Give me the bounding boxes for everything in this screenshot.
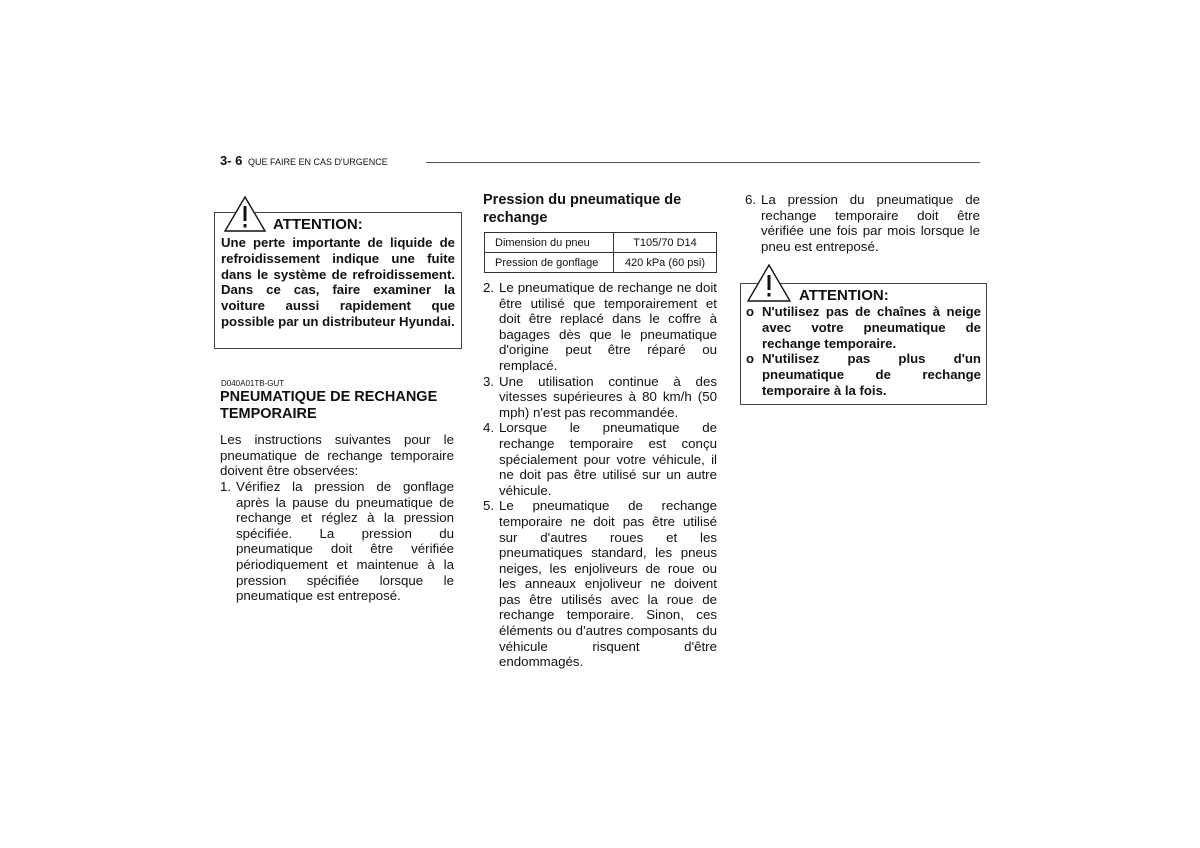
table-label: Pression de gonflage [485, 253, 614, 273]
warning-icon [224, 196, 266, 232]
warning-title: ATTENTION: [799, 287, 889, 304]
bullet-mark: o [746, 304, 755, 319]
list-item [483, 374, 717, 421]
warning-bullet [746, 351, 981, 398]
warning-title: ATTENTION: [273, 216, 363, 233]
warning-box-coolant [214, 212, 462, 349]
bullet-text: N'utilisez pas de chaînes à neige avec votre pneumatique de rechange temporaire. [762, 304, 981, 351]
item-text: Une utilisation continue à des vitesses supérieures à 80 km/h (50 mph) n'est pas recommandée. [499, 373, 717, 420]
item-number: 6. [745, 192, 757, 207]
warning-text: Une perte importante de liquide de refroidissement indique une fuite dans le système de refroidissement. Dans ce cas, faire examiner la voiture aussi rapidement que possible par un distributeur Hyundai. [221, 235, 455, 329]
item-text: Vérifiez la pression de gonflage après la pause du pneumatique de rechange et réglez à la pression spécifiée. La pression du pneumatique doit être vérifiée périodiquement et maintenue à la pression spécifiée lorsque le pneumatique est entreposé. [236, 479, 454, 604]
table-row [485, 233, 717, 253]
item-number: 4. [483, 420, 495, 436]
item-text: Le pneumatique de rechange ne doit être utilisé que temporairement et doit être replacé dans le coffre à bagages dès que le pneumatique d'origine peut être réparé ou remplacé. [499, 280, 717, 373]
item-number: 5. [483, 498, 495, 514]
instruction-list [220, 479, 454, 604]
warning-icon [747, 264, 791, 302]
item-number: 1. [220, 479, 232, 494]
list-item [483, 280, 717, 374]
item-text: Lorsque le pneumatique de rechange temporaire est conçu spécialement pour votre véhicule, il ne doit pas être utilisé sur un autre véhicule. [499, 420, 717, 498]
list-item [483, 498, 717, 670]
section-title: QUE FAIRE EN CAS D'URGENCE [248, 157, 388, 167]
list-item [220, 479, 454, 604]
list-item [483, 420, 717, 498]
warning-bullet [746, 304, 981, 351]
intro-paragraph: Les instructions suivantes pour le pneumatique de rechange temporaire doivent être observées: [220, 432, 454, 479]
item-text: Le pneumatique de rechange temporaire ne doit pas être utilisé sur d'autres roues et les pneumatiques standard, les pneus neiges, les enjoliveurs de roue ou les anneaux enjoliveur ne doivent pas être utilisés avec la roue de rechange temporaire. Sinon, ces éléments ou d'autres composants du véhicule risquent d'être endommagés. [499, 498, 717, 670]
table-label: Dimension du pneu [485, 233, 614, 253]
bullet-text: N'utilisez pas plus d'un pneumatique de rechange temporaire à la fois. [762, 351, 981, 398]
item-number: 2. [483, 280, 495, 295]
item-number: 3. [483, 373, 495, 389]
table-row [485, 253, 717, 273]
instruction-list [483, 280, 717, 670]
instruction-list [745, 192, 980, 254]
warning-text [746, 304, 981, 399]
list-item [745, 192, 980, 254]
spec-table [484, 232, 717, 273]
table-value: 420 kPa (60 psi) [614, 253, 717, 273]
bullet-mark: o [746, 351, 755, 367]
pressure-heading: Pression du pneumatique de rechange [483, 192, 682, 226]
header-divider [426, 162, 980, 163]
section-heading: PNEUMATIQUE DE RECHANGE TEMPORAIRE [220, 389, 438, 422]
table-value: T105/70 D14 [614, 233, 717, 253]
item-text: La pression du pneumatique de rechange temporaire doit être vérifiée une fois par mois lorsque le pneu est entreposé. [761, 192, 980, 254]
warning-box-spare-tire [740, 283, 987, 405]
reference-code: D040A01TB-GUT [221, 379, 285, 388]
page-number: 3- 6 [220, 153, 243, 168]
